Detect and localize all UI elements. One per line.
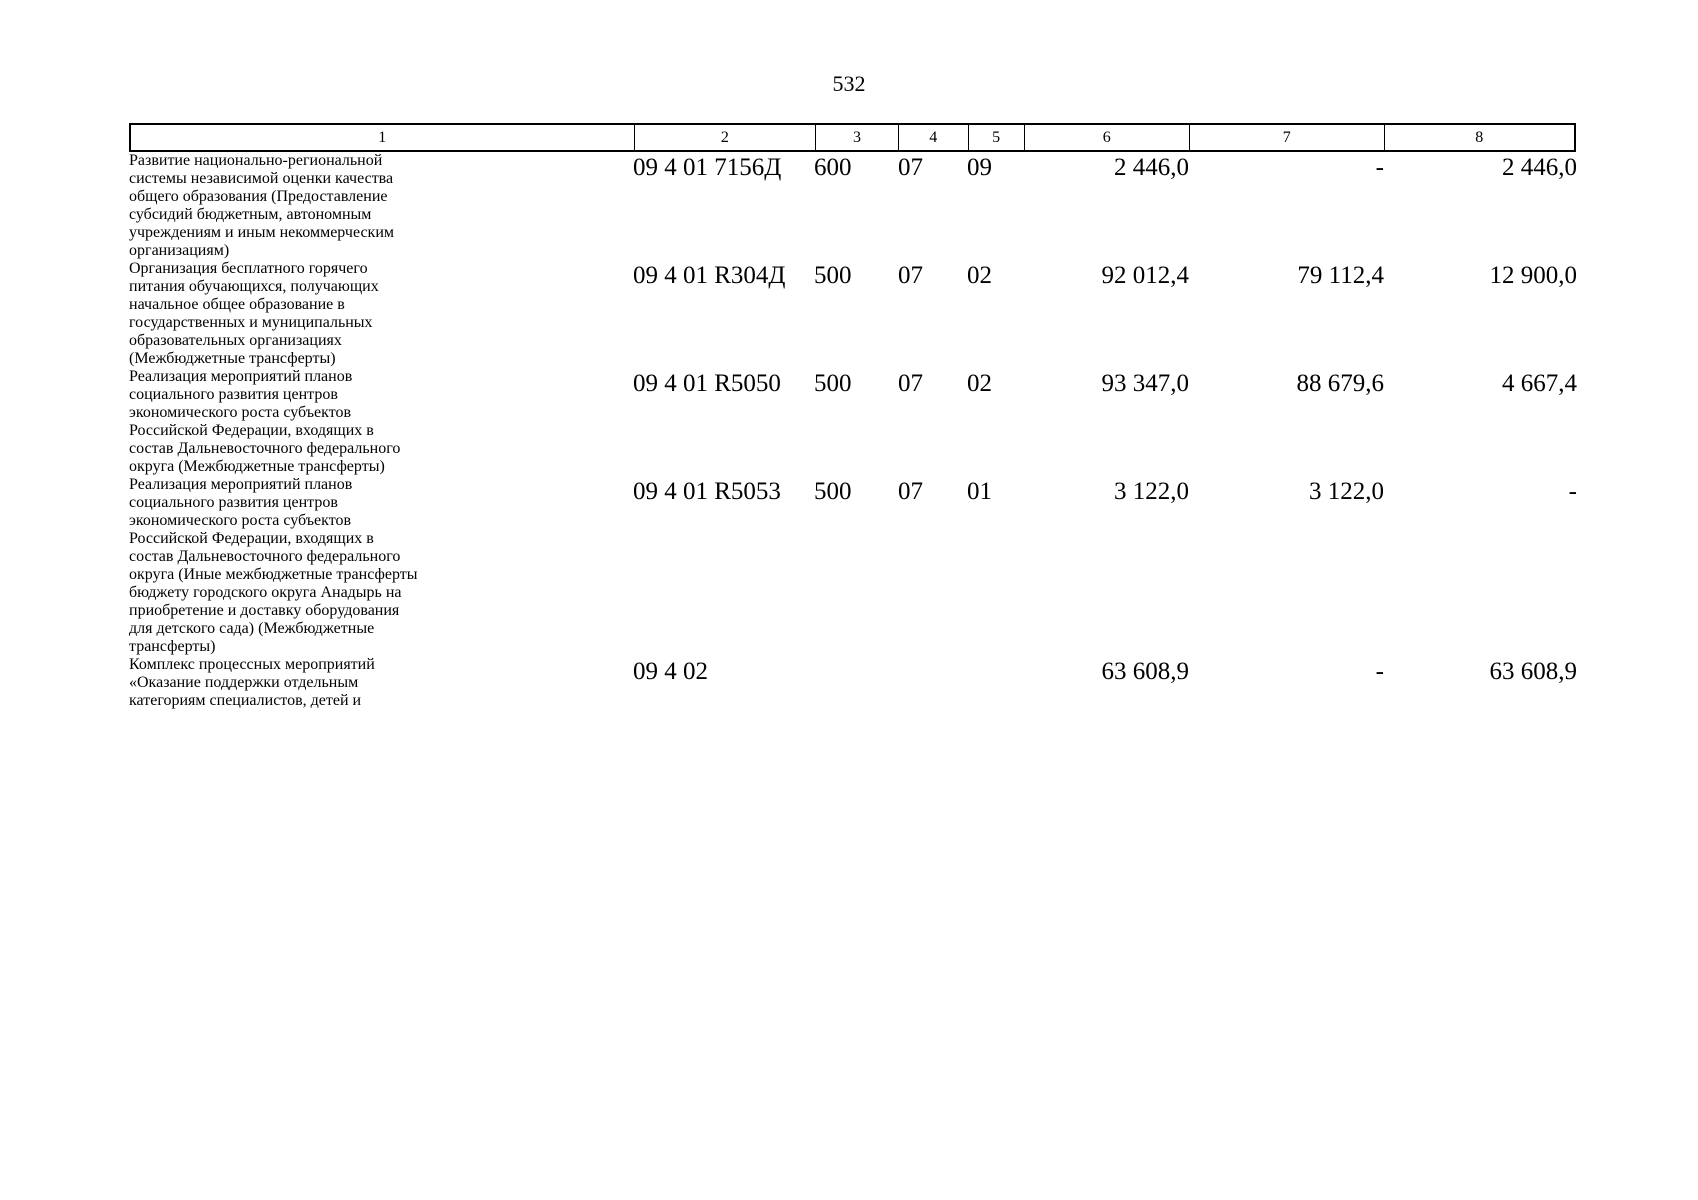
row-vr: 500 [814,370,852,397]
row-code: 09 4 01 R5050 [633,370,781,397]
row-pr: 02 [967,262,992,289]
table-row [0,260,1698,368]
header-col-6: 6 [1025,125,1191,150]
row-regional: - [1568,478,1577,505]
row-name: Организация бесплатного горячего питания обучающихся, получающих начальное общее образование в государственных и муниципальных образовательных организациях (Межбюджетные трансферты) [129,260,379,367]
header-col-1: 1 [131,125,635,150]
row-federal: 79 112,4 [1297,262,1384,289]
row-name: Реализация мероприятий планов социального развития центров экономического роста субъектов Российской Федерации, входящих в состав Дальневосточного федерального округа (Межбюджетные трансферты) [129,368,401,475]
row-federal: 88 679,6 [1296,370,1384,397]
table-header [129,123,1576,152]
table-body [0,152,1698,710]
header-col-8: 8 [1475,129,1484,146]
header-col-4: 4 [899,125,969,150]
row-federal: - [1375,658,1384,685]
row-rz: 07 [898,154,923,181]
row-vr: 500 [814,478,852,505]
row-total: 92 012,4 [1101,262,1189,289]
table-row [0,476,1698,656]
row-rz: 07 [898,370,923,397]
header-col-7: 7 [1190,125,1384,150]
row-name: Комплекс процессных мероприятий «Оказание поддержки отдельным категориям специалистов, детей и [129,656,375,709]
row-rz: 07 [898,262,923,289]
row-federal: 3 122,0 [1309,478,1384,505]
row-total: 3 122,0 [1114,478,1189,505]
row-pr: 01 [967,478,992,505]
row-federal: - [1375,154,1384,181]
row-total: 63 608,9 [1101,658,1189,685]
row-regional: 12 900,0 [1489,262,1577,289]
row-total: 2 446,0 [1114,154,1189,181]
row-code: 09 4 01 R5053 [633,478,781,505]
row-rz: 07 [898,478,923,505]
row-code: 09 4 02 [633,658,708,685]
row-total: 93 347,0 [1101,370,1189,397]
row-vr: 500 [814,262,852,289]
row-name: Реализация мероприятий планов социального развития центров экономического роста субъектов Российской Федерации, входящих в состав Дальневосточного федерального округа (Иные межбюджетные трансферты бюджету городского округа Анадырь на приобретение и доставку оборудования для детского сада) (Межбюджетные трансферты) [129,476,418,655]
table-row [0,152,1698,260]
row-name: Развитие национально-региональной системы независимой оценки качества общего образования (Предоставление субсидий бюджетным, автономным учреждениям и иным некоммерческим организациям) [129,152,394,259]
row-regional: 63 608,9 [1489,658,1577,685]
table-row [0,368,1698,476]
row-code: 09 4 01 R304Д [633,262,786,289]
row-vr: 600 [814,154,852,181]
header-col-2: 2 [635,125,817,150]
row-regional: 2 446,0 [1502,154,1577,181]
header-col-5: 5 [969,125,1025,150]
row-pr: 02 [967,370,992,397]
table-row [0,656,1698,710]
row-pr: 09 [967,154,992,181]
row-code: 09 4 01 7156Д [633,154,782,181]
header-col-3: 3 [816,125,899,150]
row-regional: 4 667,4 [1502,370,1577,397]
page-number: 532 [832,71,866,96]
